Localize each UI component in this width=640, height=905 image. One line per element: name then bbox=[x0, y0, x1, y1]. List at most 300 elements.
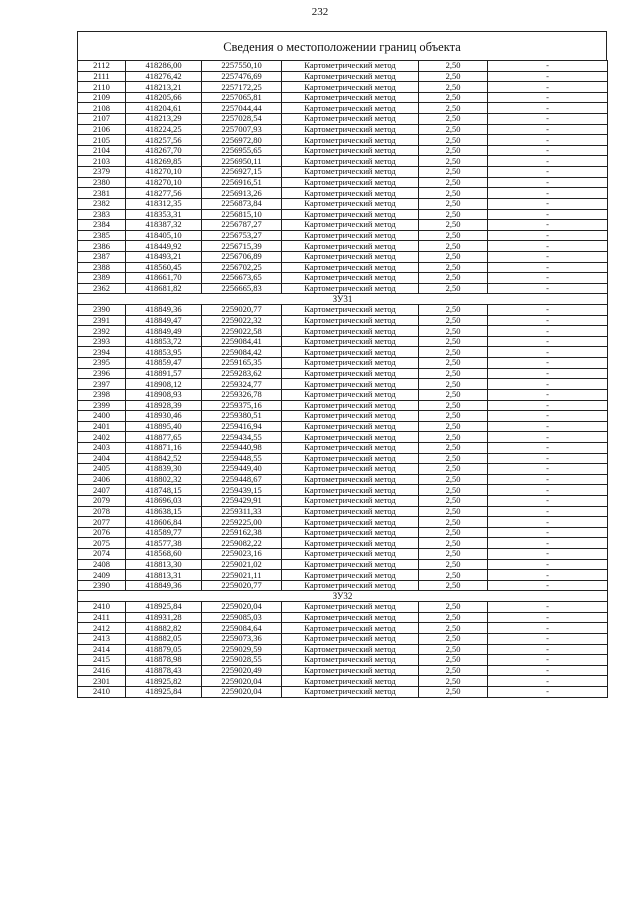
method-cell: Картометрический метод bbox=[282, 220, 419, 231]
y-coordinate: 2256955,65 bbox=[202, 145, 282, 156]
table-row bbox=[78, 230, 608, 241]
y-coordinate: 2256972,80 bbox=[202, 135, 282, 146]
point-number: 2402 bbox=[78, 432, 126, 443]
x-coordinate: 418205,66 bbox=[126, 92, 202, 103]
point-number: 2412 bbox=[78, 623, 126, 634]
precision-cell: 2,50 bbox=[419, 549, 488, 560]
point-number: 2390 bbox=[78, 580, 126, 591]
table-row bbox=[78, 517, 608, 528]
point-number: 2108 bbox=[78, 103, 126, 114]
point-number: 2413 bbox=[78, 633, 126, 644]
point-number: 2395 bbox=[78, 358, 126, 369]
precision-cell: 2,50 bbox=[419, 676, 488, 687]
x-coordinate: 418661,70 bbox=[126, 273, 202, 284]
y-coordinate: 2259029,59 bbox=[202, 644, 282, 655]
y-coordinate: 2259165,35 bbox=[202, 358, 282, 369]
y-coordinate: 2259440,98 bbox=[202, 442, 282, 453]
method-cell: Картометрический метод bbox=[282, 633, 419, 644]
table-row bbox=[78, 273, 608, 284]
x-coordinate: 418638,15 bbox=[126, 506, 202, 517]
y-coordinate: 2259084,42 bbox=[202, 347, 282, 358]
table-row bbox=[78, 485, 608, 496]
method-cell: Картометрический метод bbox=[282, 92, 419, 103]
y-coordinate: 2256665,83 bbox=[202, 283, 282, 294]
y-coordinate: 2259448,67 bbox=[202, 474, 282, 485]
x-coordinate: 418606,84 bbox=[126, 517, 202, 528]
precision-cell: 2,50 bbox=[419, 570, 488, 581]
table-row bbox=[78, 623, 608, 634]
x-coordinate: 418879,05 bbox=[126, 644, 202, 655]
y-coordinate: 2257065,81 bbox=[202, 92, 282, 103]
point-number: 2390 bbox=[78, 305, 126, 316]
method-cell: Картометрический метод bbox=[282, 167, 419, 178]
dash-cell: - bbox=[488, 602, 608, 613]
precision-cell: 2,50 bbox=[419, 686, 488, 697]
y-coordinate: 2259439,15 bbox=[202, 485, 282, 496]
table-row bbox=[78, 633, 608, 644]
y-coordinate: 2256873,84 bbox=[202, 198, 282, 209]
precision-cell: 2,50 bbox=[419, 114, 488, 125]
y-coordinate: 2259380,51 bbox=[202, 411, 282, 422]
x-coordinate: 418681,82 bbox=[126, 283, 202, 294]
x-coordinate: 418353,31 bbox=[126, 209, 202, 220]
x-coordinate: 418449,92 bbox=[126, 241, 202, 252]
dash-cell: - bbox=[488, 559, 608, 570]
precision-cell: 2,50 bbox=[419, 177, 488, 188]
y-coordinate: 2256702,25 bbox=[202, 262, 282, 273]
x-coordinate: 418277,56 bbox=[126, 188, 202, 199]
dash-cell: - bbox=[488, 92, 608, 103]
precision-cell: 2,50 bbox=[419, 453, 488, 464]
method-cell: Картометрический метод bbox=[282, 347, 419, 358]
method-cell: Картометрический метод bbox=[282, 474, 419, 485]
method-cell: Картометрический метод bbox=[282, 103, 419, 114]
table-row bbox=[78, 464, 608, 475]
point-number: 2416 bbox=[78, 665, 126, 676]
method-cell: Картометрический метод bbox=[282, 273, 419, 284]
dash-cell: - bbox=[488, 421, 608, 432]
table-row bbox=[78, 114, 608, 125]
y-coordinate: 2259022,32 bbox=[202, 315, 282, 326]
y-coordinate: 2259020,77 bbox=[202, 580, 282, 591]
dash-cell: - bbox=[488, 623, 608, 634]
point-number: 2380 bbox=[78, 177, 126, 188]
x-coordinate: 418849,47 bbox=[126, 315, 202, 326]
table-row bbox=[78, 580, 608, 591]
y-coordinate: 2257028,54 bbox=[202, 114, 282, 125]
precision-cell: 2,50 bbox=[419, 82, 488, 93]
table-row bbox=[78, 315, 608, 326]
table-row bbox=[78, 305, 608, 316]
point-number: 2076 bbox=[78, 527, 126, 538]
dash-cell: - bbox=[488, 188, 608, 199]
method-cell: Картометрический метод bbox=[282, 283, 419, 294]
x-coordinate: 418493,21 bbox=[126, 251, 202, 262]
method-cell: Картометрический метод bbox=[282, 124, 419, 135]
y-coordinate: 2259324,77 bbox=[202, 379, 282, 390]
y-coordinate: 2259162,38 bbox=[202, 527, 282, 538]
point-number: 2383 bbox=[78, 209, 126, 220]
precision-cell: 2,50 bbox=[419, 71, 488, 82]
table-row bbox=[78, 549, 608, 560]
point-number: 2391 bbox=[78, 315, 126, 326]
dash-cell: - bbox=[488, 453, 608, 464]
method-cell: Картометрический метод bbox=[282, 114, 419, 125]
precision-cell: 2,50 bbox=[419, 379, 488, 390]
point-number: 2301 bbox=[78, 676, 126, 687]
x-coordinate: 418213,21 bbox=[126, 82, 202, 93]
precision-cell: 2,50 bbox=[419, 124, 488, 135]
precision-cell: 2,50 bbox=[419, 623, 488, 634]
method-cell: Картометрический метод bbox=[282, 368, 419, 379]
table-row bbox=[78, 103, 608, 114]
method-cell: Картометрический метод bbox=[282, 442, 419, 453]
dash-cell: - bbox=[488, 198, 608, 209]
table-row bbox=[78, 644, 608, 655]
y-coordinate: 2256916,51 bbox=[202, 177, 282, 188]
table-row bbox=[78, 198, 608, 209]
point-number: 2385 bbox=[78, 230, 126, 241]
y-coordinate: 2259082,22 bbox=[202, 538, 282, 549]
method-cell: Картометрический метод bbox=[282, 230, 419, 241]
method-cell: Картометрический метод bbox=[282, 549, 419, 560]
dash-cell: - bbox=[488, 389, 608, 400]
x-coordinate: 418589,77 bbox=[126, 527, 202, 538]
point-number: 2077 bbox=[78, 517, 126, 528]
dash-cell: - bbox=[488, 506, 608, 517]
dash-cell: - bbox=[488, 655, 608, 666]
y-coordinate: 2259283,62 bbox=[202, 368, 282, 379]
x-coordinate: 418877,65 bbox=[126, 432, 202, 443]
point-number: 2379 bbox=[78, 167, 126, 178]
dash-cell: - bbox=[488, 241, 608, 252]
method-cell: Картометрический метод bbox=[282, 198, 419, 209]
point-number: 2408 bbox=[78, 559, 126, 570]
precision-cell: 2,50 bbox=[419, 580, 488, 591]
point-number: 2074 bbox=[78, 549, 126, 560]
table-row bbox=[78, 495, 608, 506]
x-coordinate: 418908,12 bbox=[126, 379, 202, 390]
x-coordinate: 418925,82 bbox=[126, 676, 202, 687]
table-row bbox=[78, 209, 608, 220]
table-row bbox=[78, 177, 608, 188]
x-coordinate: 418270,10 bbox=[126, 167, 202, 178]
method-cell: Картометрический метод bbox=[282, 538, 419, 549]
y-coordinate: 2256706,89 bbox=[202, 251, 282, 262]
x-coordinate: 418853,95 bbox=[126, 347, 202, 358]
method-cell: Картометрический метод bbox=[282, 305, 419, 316]
dash-cell: - bbox=[488, 251, 608, 262]
point-number: 2404 bbox=[78, 453, 126, 464]
table-row bbox=[78, 411, 608, 422]
table-row bbox=[78, 400, 608, 411]
table-row bbox=[78, 686, 608, 697]
precision-cell: 2,50 bbox=[419, 432, 488, 443]
dash-cell: - bbox=[488, 411, 608, 422]
y-coordinate: 2259022,58 bbox=[202, 326, 282, 337]
x-coordinate: 418224,25 bbox=[126, 124, 202, 135]
dash-cell: - bbox=[488, 273, 608, 284]
point-number: 2388 bbox=[78, 262, 126, 273]
precision-cell: 2,50 bbox=[419, 135, 488, 146]
point-number: 2103 bbox=[78, 156, 126, 167]
point-number: 2104 bbox=[78, 145, 126, 156]
y-coordinate: 2256913,26 bbox=[202, 188, 282, 199]
y-coordinate: 2257007,93 bbox=[202, 124, 282, 135]
point-number: 2405 bbox=[78, 464, 126, 475]
method-cell: Картометрический метод bbox=[282, 82, 419, 93]
dash-cell: - bbox=[488, 676, 608, 687]
point-number: 2400 bbox=[78, 411, 126, 422]
y-coordinate: 2256715,39 bbox=[202, 241, 282, 252]
section-header-row bbox=[78, 294, 608, 305]
precision-cell: 2,50 bbox=[419, 655, 488, 666]
table-row bbox=[78, 676, 608, 687]
table-row bbox=[78, 527, 608, 538]
method-cell: Картометрический метод bbox=[282, 400, 419, 411]
point-number: 2384 bbox=[78, 220, 126, 231]
x-coordinate: 418276,42 bbox=[126, 71, 202, 82]
table-row bbox=[78, 368, 608, 379]
y-coordinate: 2259429,91 bbox=[202, 495, 282, 506]
y-coordinate: 2259023,16 bbox=[202, 549, 282, 560]
dash-cell: - bbox=[488, 305, 608, 316]
x-coordinate: 418895,40 bbox=[126, 421, 202, 432]
precision-cell: 2,50 bbox=[419, 665, 488, 676]
table-row bbox=[78, 347, 608, 358]
precision-cell: 2,50 bbox=[419, 421, 488, 432]
precision-cell: 2,50 bbox=[419, 644, 488, 655]
point-number: 2387 bbox=[78, 251, 126, 262]
y-coordinate: 2259416,94 bbox=[202, 421, 282, 432]
section-header-row bbox=[78, 591, 608, 602]
point-number: 2386 bbox=[78, 241, 126, 252]
point-number: 2411 bbox=[78, 612, 126, 623]
method-cell: Картометрический метод bbox=[282, 485, 419, 496]
x-coordinate: 418882,82 bbox=[126, 623, 202, 634]
dash-cell: - bbox=[488, 612, 608, 623]
x-coordinate: 418267,70 bbox=[126, 145, 202, 156]
point-number: 2410 bbox=[78, 686, 126, 697]
point-number: 2394 bbox=[78, 347, 126, 358]
method-cell: Картометрический метод bbox=[282, 612, 419, 623]
table-row bbox=[78, 135, 608, 146]
x-coordinate: 418748,15 bbox=[126, 485, 202, 496]
table-row bbox=[78, 442, 608, 453]
precision-cell: 2,50 bbox=[419, 559, 488, 570]
y-coordinate: 2256815,10 bbox=[202, 209, 282, 220]
x-coordinate: 418882,05 bbox=[126, 633, 202, 644]
dash-cell: - bbox=[488, 517, 608, 528]
precision-cell: 2,50 bbox=[419, 347, 488, 358]
x-coordinate: 418878,98 bbox=[126, 655, 202, 666]
method-cell: Картометрический метод bbox=[282, 315, 419, 326]
method-cell: Картометрический метод bbox=[282, 241, 419, 252]
method-cell: Картометрический метод bbox=[282, 251, 419, 262]
precision-cell: 2,50 bbox=[419, 517, 488, 528]
dash-cell: - bbox=[488, 135, 608, 146]
method-cell: Картометрический метод bbox=[282, 644, 419, 655]
method-cell: Картометрический метод bbox=[282, 453, 419, 464]
point-number: 2399 bbox=[78, 400, 126, 411]
table-title: Сведения о местоположении границ объекта bbox=[77, 31, 607, 60]
table-row bbox=[78, 389, 608, 400]
coordinates-document bbox=[77, 31, 607, 698]
precision-cell: 2,50 bbox=[419, 326, 488, 337]
table-row bbox=[78, 358, 608, 369]
x-coordinate: 418839,30 bbox=[126, 464, 202, 475]
point-number: 2112 bbox=[78, 61, 126, 72]
dash-cell: - bbox=[488, 209, 608, 220]
point-number: 2396 bbox=[78, 368, 126, 379]
y-coordinate: 2257172,25 bbox=[202, 82, 282, 93]
dash-cell: - bbox=[488, 262, 608, 273]
precision-cell: 2,50 bbox=[419, 145, 488, 156]
x-coordinate: 418853,72 bbox=[126, 336, 202, 347]
dash-cell: - bbox=[488, 432, 608, 443]
page-number: 232 bbox=[311, 6, 329, 18]
method-cell: Картометрический метод bbox=[282, 135, 419, 146]
x-coordinate: 418925,84 bbox=[126, 686, 202, 697]
method-cell: Картометрический метод bbox=[282, 623, 419, 634]
x-coordinate: 418269,85 bbox=[126, 156, 202, 167]
point-number: 2382 bbox=[78, 198, 126, 209]
precision-cell: 2,50 bbox=[419, 368, 488, 379]
dash-cell: - bbox=[488, 326, 608, 337]
precision-cell: 2,50 bbox=[419, 602, 488, 613]
table-row bbox=[78, 71, 608, 82]
dash-cell: - bbox=[488, 665, 608, 676]
point-number: 2403 bbox=[78, 442, 126, 453]
dash-cell: - bbox=[488, 379, 608, 390]
point-number: 2406 bbox=[78, 474, 126, 485]
y-coordinate: 2256927,15 bbox=[202, 167, 282, 178]
precision-cell: 2,50 bbox=[419, 156, 488, 167]
method-cell: Картометрический метод bbox=[282, 676, 419, 687]
x-coordinate: 418802,32 bbox=[126, 474, 202, 485]
point-number: 2398 bbox=[78, 389, 126, 400]
dash-cell: - bbox=[488, 549, 608, 560]
y-coordinate: 2259311,33 bbox=[202, 506, 282, 517]
y-coordinate: 2259084,41 bbox=[202, 336, 282, 347]
x-coordinate: 418849,36 bbox=[126, 580, 202, 591]
dash-cell: - bbox=[488, 442, 608, 453]
precision-cell: 2,50 bbox=[419, 92, 488, 103]
dash-cell: - bbox=[488, 103, 608, 114]
point-number: 2392 bbox=[78, 326, 126, 337]
precision-cell: 2,50 bbox=[419, 273, 488, 284]
table-row bbox=[78, 188, 608, 199]
dash-cell: - bbox=[488, 82, 608, 93]
method-cell: Картометрический метод bbox=[282, 655, 419, 666]
method-cell: Картометрический метод bbox=[282, 421, 419, 432]
y-coordinate: 2259020,04 bbox=[202, 676, 282, 687]
precision-cell: 2,50 bbox=[419, 358, 488, 369]
point-number: 2410 bbox=[78, 602, 126, 613]
table-row bbox=[78, 665, 608, 676]
method-cell: Картометрический метод bbox=[282, 559, 419, 570]
method-cell: Картометрический метод bbox=[282, 177, 419, 188]
y-coordinate: 2259434,55 bbox=[202, 432, 282, 443]
method-cell: Картометрический метод bbox=[282, 336, 419, 347]
method-cell: Картометрический метод bbox=[282, 379, 419, 390]
method-cell: Картометрический метод bbox=[282, 464, 419, 475]
x-coordinate: 418312,35 bbox=[126, 198, 202, 209]
dash-cell: - bbox=[488, 61, 608, 72]
method-cell: Картометрический метод bbox=[282, 209, 419, 220]
y-coordinate: 2259225,00 bbox=[202, 517, 282, 528]
method-cell: Картометрический метод bbox=[282, 495, 419, 506]
y-coordinate: 2259020,49 bbox=[202, 665, 282, 676]
precision-cell: 2,50 bbox=[419, 61, 488, 72]
precision-cell: 2,50 bbox=[419, 251, 488, 262]
coordinates-table-body bbox=[78, 61, 608, 698]
table-row bbox=[78, 538, 608, 549]
method-cell: Картометрический метод bbox=[282, 156, 419, 167]
precision-cell: 2,50 bbox=[419, 464, 488, 475]
x-coordinate: 418813,31 bbox=[126, 570, 202, 581]
method-cell: Картометрический метод bbox=[282, 262, 419, 273]
table-row bbox=[78, 220, 608, 231]
y-coordinate: 2257476,69 bbox=[202, 71, 282, 82]
x-coordinate: 418908,93 bbox=[126, 389, 202, 400]
precision-cell: 2,50 bbox=[419, 167, 488, 178]
point-number: 2389 bbox=[78, 273, 126, 284]
point-number: 2362 bbox=[78, 283, 126, 294]
method-cell: Картометрический метод bbox=[282, 686, 419, 697]
x-coordinate: 418213,29 bbox=[126, 114, 202, 125]
method-cell: Картометрический метод bbox=[282, 602, 419, 613]
dash-cell: - bbox=[488, 156, 608, 167]
point-number: 2409 bbox=[78, 570, 126, 581]
dash-cell: - bbox=[488, 114, 608, 125]
y-coordinate: 2256753,27 bbox=[202, 230, 282, 241]
precision-cell: 2,50 bbox=[419, 336, 488, 347]
point-number: 2393 bbox=[78, 336, 126, 347]
method-cell: Картометрический метод bbox=[282, 665, 419, 676]
point-number: 2075 bbox=[78, 538, 126, 549]
y-coordinate: 2259020,04 bbox=[202, 686, 282, 697]
y-coordinate: 2256787,27 bbox=[202, 220, 282, 231]
table-row bbox=[78, 167, 608, 178]
dash-cell: - bbox=[488, 464, 608, 475]
precision-cell: 2,50 bbox=[419, 262, 488, 273]
table-row bbox=[78, 92, 608, 103]
section-label: ЗУ32 bbox=[78, 591, 608, 602]
x-coordinate: 418270,10 bbox=[126, 177, 202, 188]
table-row bbox=[78, 602, 608, 613]
dash-cell: - bbox=[488, 580, 608, 591]
precision-cell: 2,50 bbox=[419, 633, 488, 644]
point-number: 2381 bbox=[78, 188, 126, 199]
dash-cell: - bbox=[488, 167, 608, 178]
precision-cell: 2,50 bbox=[419, 209, 488, 220]
x-coordinate: 418257,56 bbox=[126, 135, 202, 146]
x-coordinate: 418928,39 bbox=[126, 400, 202, 411]
precision-cell: 2,50 bbox=[419, 241, 488, 252]
x-coordinate: 418930,46 bbox=[126, 411, 202, 422]
table-row bbox=[78, 421, 608, 432]
x-coordinate: 418568,60 bbox=[126, 549, 202, 560]
dash-cell: - bbox=[488, 368, 608, 379]
table-row bbox=[78, 61, 608, 72]
table-row bbox=[78, 241, 608, 252]
y-coordinate: 2259020,04 bbox=[202, 602, 282, 613]
x-coordinate: 418871,16 bbox=[126, 442, 202, 453]
y-coordinate: 2256950,11 bbox=[202, 156, 282, 167]
table-row bbox=[78, 453, 608, 464]
point-number: 2105 bbox=[78, 135, 126, 146]
